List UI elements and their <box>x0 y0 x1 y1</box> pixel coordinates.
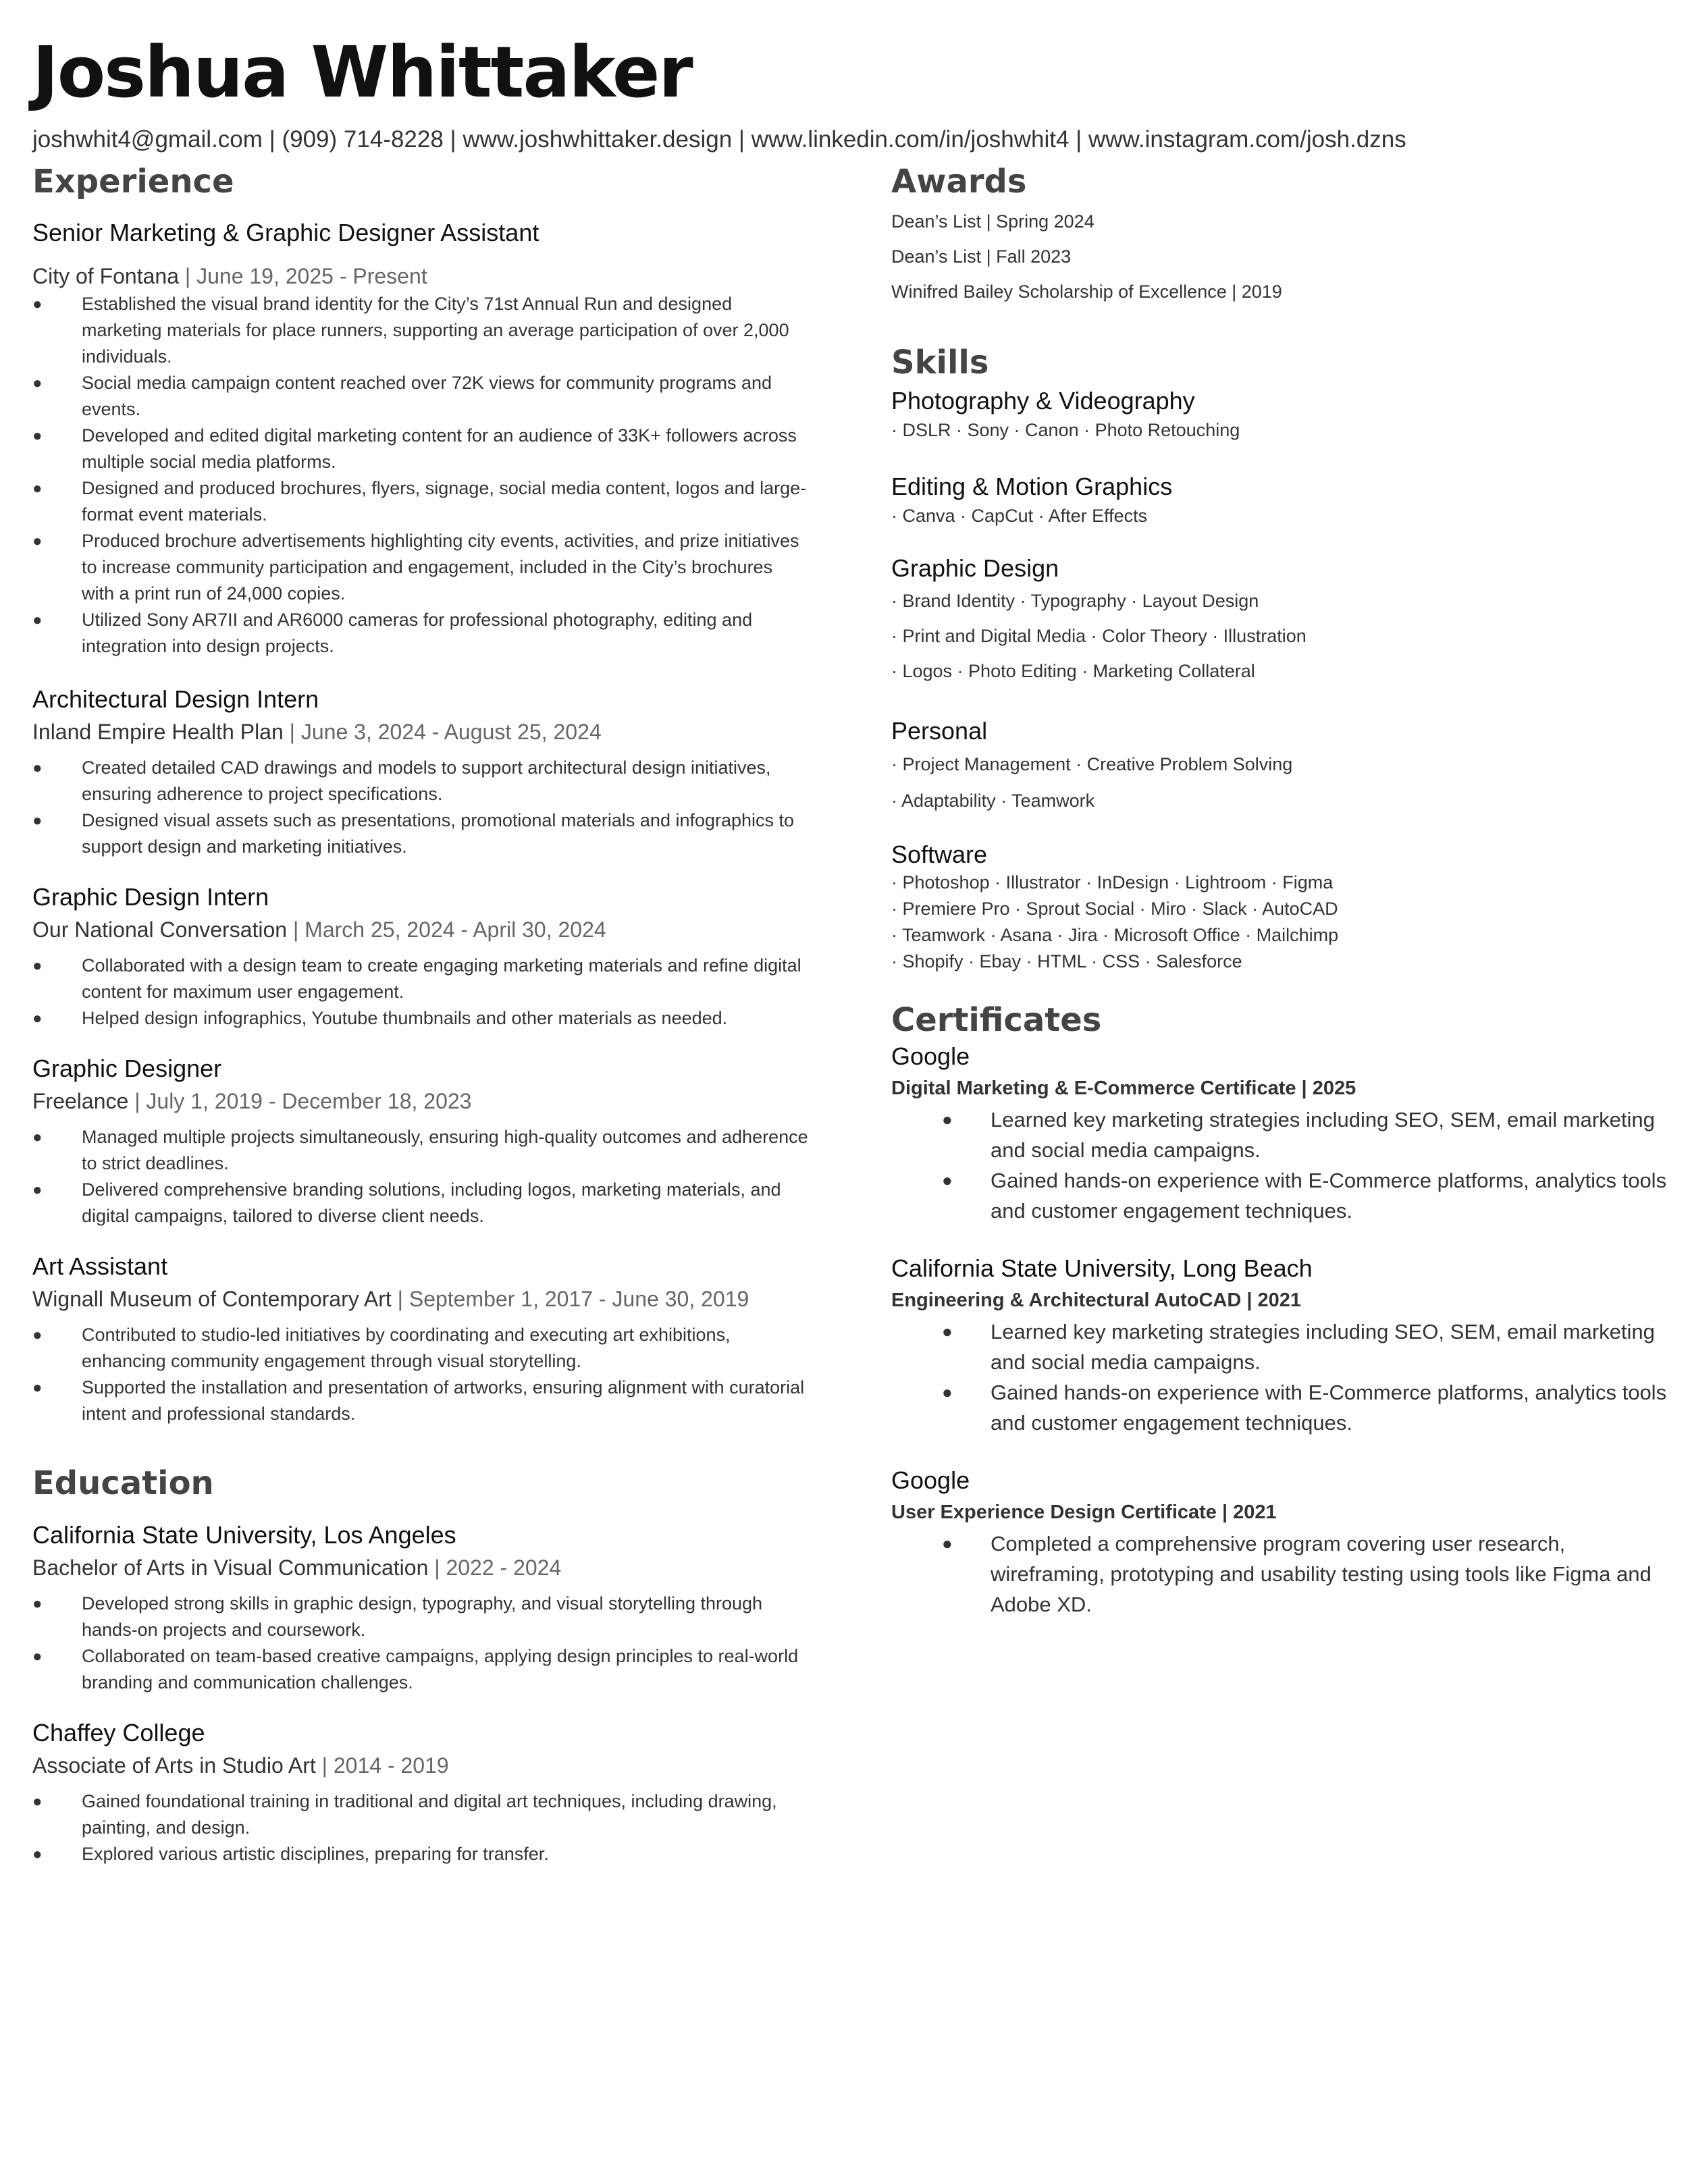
list-item: ● Designed visual assets such as presentations, promotional materials and infographics to support design and marketing initiatives. <box>32 807 809 860</box>
job-meta <box>32 718 809 745</box>
skill-heading: Editing & Motion Graphics <box>891 472 1173 500</box>
job-title: Architectural Design Intern <box>32 685 319 714</box>
bullet-icon: ● <box>32 479 43 498</box>
skills-heading: Skills <box>891 344 989 382</box>
award-item: Dean’s List | Fall 2023 <box>891 246 1072 267</box>
list-item: ● Helped design infographics, Youtube thumbnails and other materials as needed. <box>32 1005 809 1032</box>
skill-line: · Brand Identity · Typography · Layout Design <box>891 590 1259 611</box>
skill-heading: Software <box>891 840 988 868</box>
job-dates: | March 25, 2024 - April 30, 2024 <box>287 917 606 942</box>
job-org: Inland Empire Health Plan <box>32 720 284 745</box>
skill-heading: Personal <box>891 716 988 745</box>
list-item: ● Produced brochure advertisements highlighting city events, activities, and prize initiatives to increase community participation and engagement, included in the City’s brochures with a print run of 24,000 copies. <box>32 528 809 607</box>
school-bullets <box>32 1788 809 1867</box>
job-org: Our National Conversation <box>32 917 288 942</box>
certificate-name: Digital Marketing & E-Commerce Certificate | 2025 <box>891 1077 1356 1100</box>
skill-line: · Photoshop · Illustrator · InDesign · Lightroom · Figma <box>891 872 1334 893</box>
list-item: ● Learned key marketing strategies including SEO, SEM, email marketing and social media campaigns. <box>891 1316 1668 1377</box>
bullet-icon: ● <box>32 295 43 314</box>
bullet-icon: ● <box>32 759 43 778</box>
job-title: Graphic Designer <box>32 1055 222 1083</box>
bullet-icon: ● <box>32 811 43 830</box>
job-title: Art Assistant <box>32 1252 168 1281</box>
job-entry <box>32 1053 809 1229</box>
certificate-entry <box>891 1041 1668 1226</box>
list-item: ● Contributed to studio-led initiatives by coordinating and executing art exhibitions, enhancing community engagement through visual storytelling. <box>32 1322 809 1375</box>
awards-list <box>891 204 1668 309</box>
job-org: Freelance <box>32 1089 129 1114</box>
job-entry <box>32 882 809 1032</box>
skill-heading: Photography & Videography <box>891 386 1195 415</box>
certificate-bullets <box>891 1104 1668 1226</box>
job-meta <box>32 263 809 290</box>
left-column <box>32 161 809 1867</box>
skill-group <box>891 839 1668 975</box>
bullet-icon: ● <box>32 1379 43 1397</box>
education-entry <box>32 1520 809 1696</box>
bullet-icon: ● <box>32 374 43 393</box>
education-heading: Education <box>32 1464 214 1503</box>
degree: Associate of Arts in Studio Art <box>32 1753 316 1778</box>
list-item: ● Gained hands-on experience with E-Commerce platforms, analytics tools and customer engagement techniques. <box>891 1165 1668 1226</box>
bullet-icon: ● <box>942 1169 953 1190</box>
job-bullets <box>32 1322 809 1427</box>
certificate-name: Engineering & Architectural AutoCAD | 2021 <box>891 1289 1302 1311</box>
list-item: ● Delivered comprehensive branding solutions, including logos, marketing materials, and digital campaigns, tailored to diverse client needs. <box>32 1177 809 1229</box>
certificate-org: Google <box>891 1466 970 1494</box>
certificate-name: User Experience Design Certificate | 2021 <box>891 1501 1277 1523</box>
job-title: Graphic Design Intern <box>32 883 269 911</box>
list-item: ● Learned key marketing strategies including SEO, SEM, email marketing and social media campaigns. <box>891 1104 1668 1165</box>
skill-group <box>891 471 1668 530</box>
bullet-icon: ● <box>32 957 43 976</box>
job-bullets <box>32 953 809 1032</box>
bullet-icon: ● <box>32 1844 43 1863</box>
school-name: Chaffey College <box>32 1718 205 1747</box>
list-item: ● Established the visual brand identity for the City’s 71st Annual Run and designed marketing materials for place runners, supporting an average participation of over 2,000 individuals. <box>32 291 809 370</box>
bullet-icon: ● <box>32 611 43 630</box>
job-entry <box>32 1251 809 1427</box>
skill-line: · Shopify · Ebay · HTML · CSS · Salesforce <box>891 951 1242 971</box>
skill-line: · Logos · Photo Editing · Marketing Collateral <box>891 660 1255 681</box>
list-item: ● Developed and edited digital marketing content for an audience of 33K+ followers across multiple social media platforms. <box>32 423 809 475</box>
skill-line: · Project Management · Creative Problem Solving <box>891 753 1293 774</box>
job-dates: | July 1, 2019 - December 18, 2023 <box>128 1089 472 1114</box>
bullet-icon: ● <box>32 1594 43 1613</box>
award-item: Dean’s List | Spring 2024 <box>891 211 1094 232</box>
list-item: ● Completed a comprehensive program covering user research, wireframing, prototyping and usability testing using tools like Figma and Adobe XD. <box>891 1528 1668 1620</box>
certificate-entry <box>891 1253 1668 1438</box>
job-dates: | September 1, 2017 - June 30, 2019 <box>391 1287 749 1312</box>
bullet-icon: ● <box>942 1381 953 1402</box>
list-item: ● Supported the installation and presentation of artworks, ensuring alignment with curatorial intent and professional standards. <box>32 1375 809 1427</box>
job-title: Senior Marketing & Graphic Designer Assistant <box>32 219 539 247</box>
skill-line: · Adaptability · Teamwork <box>891 790 1095 811</box>
contact-line: joshwhit4@gmail.com | (909) 714-8228 | www.joshwhittaker.design | www.linkedin.com/in/joshwhit4 | www.instagram.com/josh.dzns <box>32 126 1406 153</box>
list-item: ● Explored various artistic disciplines, preparing for transfer. <box>32 1841 809 1867</box>
job-bullets <box>32 291 809 660</box>
certificates-heading: Certificates <box>891 1001 1102 1039</box>
job-meta <box>32 916 809 943</box>
school-meta <box>32 1752 809 1779</box>
skill-group <box>891 553 1668 689</box>
school-dates: | 2022 - 2024 <box>428 1555 562 1580</box>
education-entry <box>32 1717 809 1867</box>
skill-group <box>891 716 1668 819</box>
bullet-icon: ● <box>32 1647 43 1666</box>
list-item: ● Managed multiple projects simultaneously, ensuring high-quality outcomes and adherence to strict deadlines. <box>32 1124 809 1177</box>
bullet-icon: ● <box>32 1009 43 1028</box>
list-item: ● Utilized Sony AR7II and AR6000 cameras for professional photography, editing and integration into design projects. <box>32 607 809 660</box>
skill-line: · DSLR · Sony · Canon · Photo Retouching <box>891 419 1240 440</box>
list-item: ● Designed and produced brochures, flyers, signage, social media content, logos and large-format event materials. <box>32 475 809 528</box>
school-dates: | 2014 - 2019 <box>315 1753 449 1778</box>
bullet-icon: ● <box>32 1181 43 1200</box>
certificate-org: California State University, Long Beach <box>891 1254 1313 1282</box>
job-meta <box>32 1285 809 1312</box>
bullet-icon: ● <box>32 1128 43 1147</box>
job-dates: | June 19, 2025 - Present <box>179 264 427 289</box>
list-item: ● Created detailed CAD drawings and models to support architectural design initiatives, ensuring adherence to project specifications. <box>32 755 809 807</box>
bullet-icon: ● <box>942 1321 953 1341</box>
degree: Bachelor of Arts in Visual Communication <box>32 1555 429 1580</box>
school-name: California State University, Los Angeles <box>32 1520 456 1549</box>
skill-line: · Teamwork · Asana · Jira · Microsoft Office · Mailchimp <box>891 924 1339 945</box>
job-org: City of Fontana <box>32 264 179 289</box>
skill-line: · Print and Digital Media · Color Theory · Illustration <box>891 625 1307 646</box>
job-bullets <box>32 1124 809 1229</box>
bullet-icon: ● <box>32 1326 43 1345</box>
bullet-icon: ● <box>32 1792 43 1811</box>
award-item: Winifred Bailey Scholarship of Excellence | 2019 <box>891 282 1282 302</box>
list-item: ● Developed strong skills in graphic design, typography, and visual storytelling through hands-on projects and coursework. <box>32 1591 809 1643</box>
job-entry <box>32 217 809 660</box>
certificate-org: Google <box>891 1042 970 1071</box>
list-item: ● Gained foundational training in traditional and digital art techniques, including drawing, painting, and design. <box>32 1788 809 1841</box>
list-item: ● Collaborated on team-based creative campaigns, applying design principles to real-world branding and communication challenges. <box>32 1643 809 1696</box>
resume-name: Joshua Whittaker <box>32 31 692 113</box>
skill-group <box>891 385 1668 444</box>
job-org: Wignall Museum of Contemporary Art <box>32 1287 392 1312</box>
job-meta <box>32 1088 809 1115</box>
skill-line: · Canva · CapCut · After Effects <box>891 505 1148 526</box>
list-item: ● Collaborated with a design team to create engaging marketing materials and refine digital content for maximum user engagement. <box>32 953 809 1005</box>
awards-heading: Awards <box>891 163 1027 201</box>
list-item: ● Social media campaign content reached over 72K views for community programs and events. <box>32 370 809 423</box>
bullet-icon: ● <box>942 1109 953 1129</box>
skill-heading: Graphic Design <box>891 554 1059 582</box>
bullet-icon: ● <box>32 427 43 446</box>
certificate-bullets <box>891 1316 1668 1438</box>
job-bullets <box>32 755 809 860</box>
right-column <box>891 161 1668 1620</box>
bullet-icon: ● <box>942 1533 953 1553</box>
skill-line: · Premiere Pro · Sprout Social · Miro · Slack · AutoCAD <box>891 898 1338 919</box>
experience-heading: Experience <box>32 163 234 201</box>
job-entry <box>32 684 809 860</box>
list-item: ● Gained hands-on experience with E-Commerce platforms, analytics tools and customer engagement techniques. <box>891 1377 1668 1438</box>
certificate-entry <box>891 1465 1668 1620</box>
school-meta <box>32 1554 809 1581</box>
bullet-icon: ● <box>32 532 43 551</box>
school-bullets <box>32 1591 809 1696</box>
job-dates: | June 3, 2024 - August 25, 2024 <box>283 720 602 745</box>
certificate-bullets <box>891 1528 1668 1620</box>
